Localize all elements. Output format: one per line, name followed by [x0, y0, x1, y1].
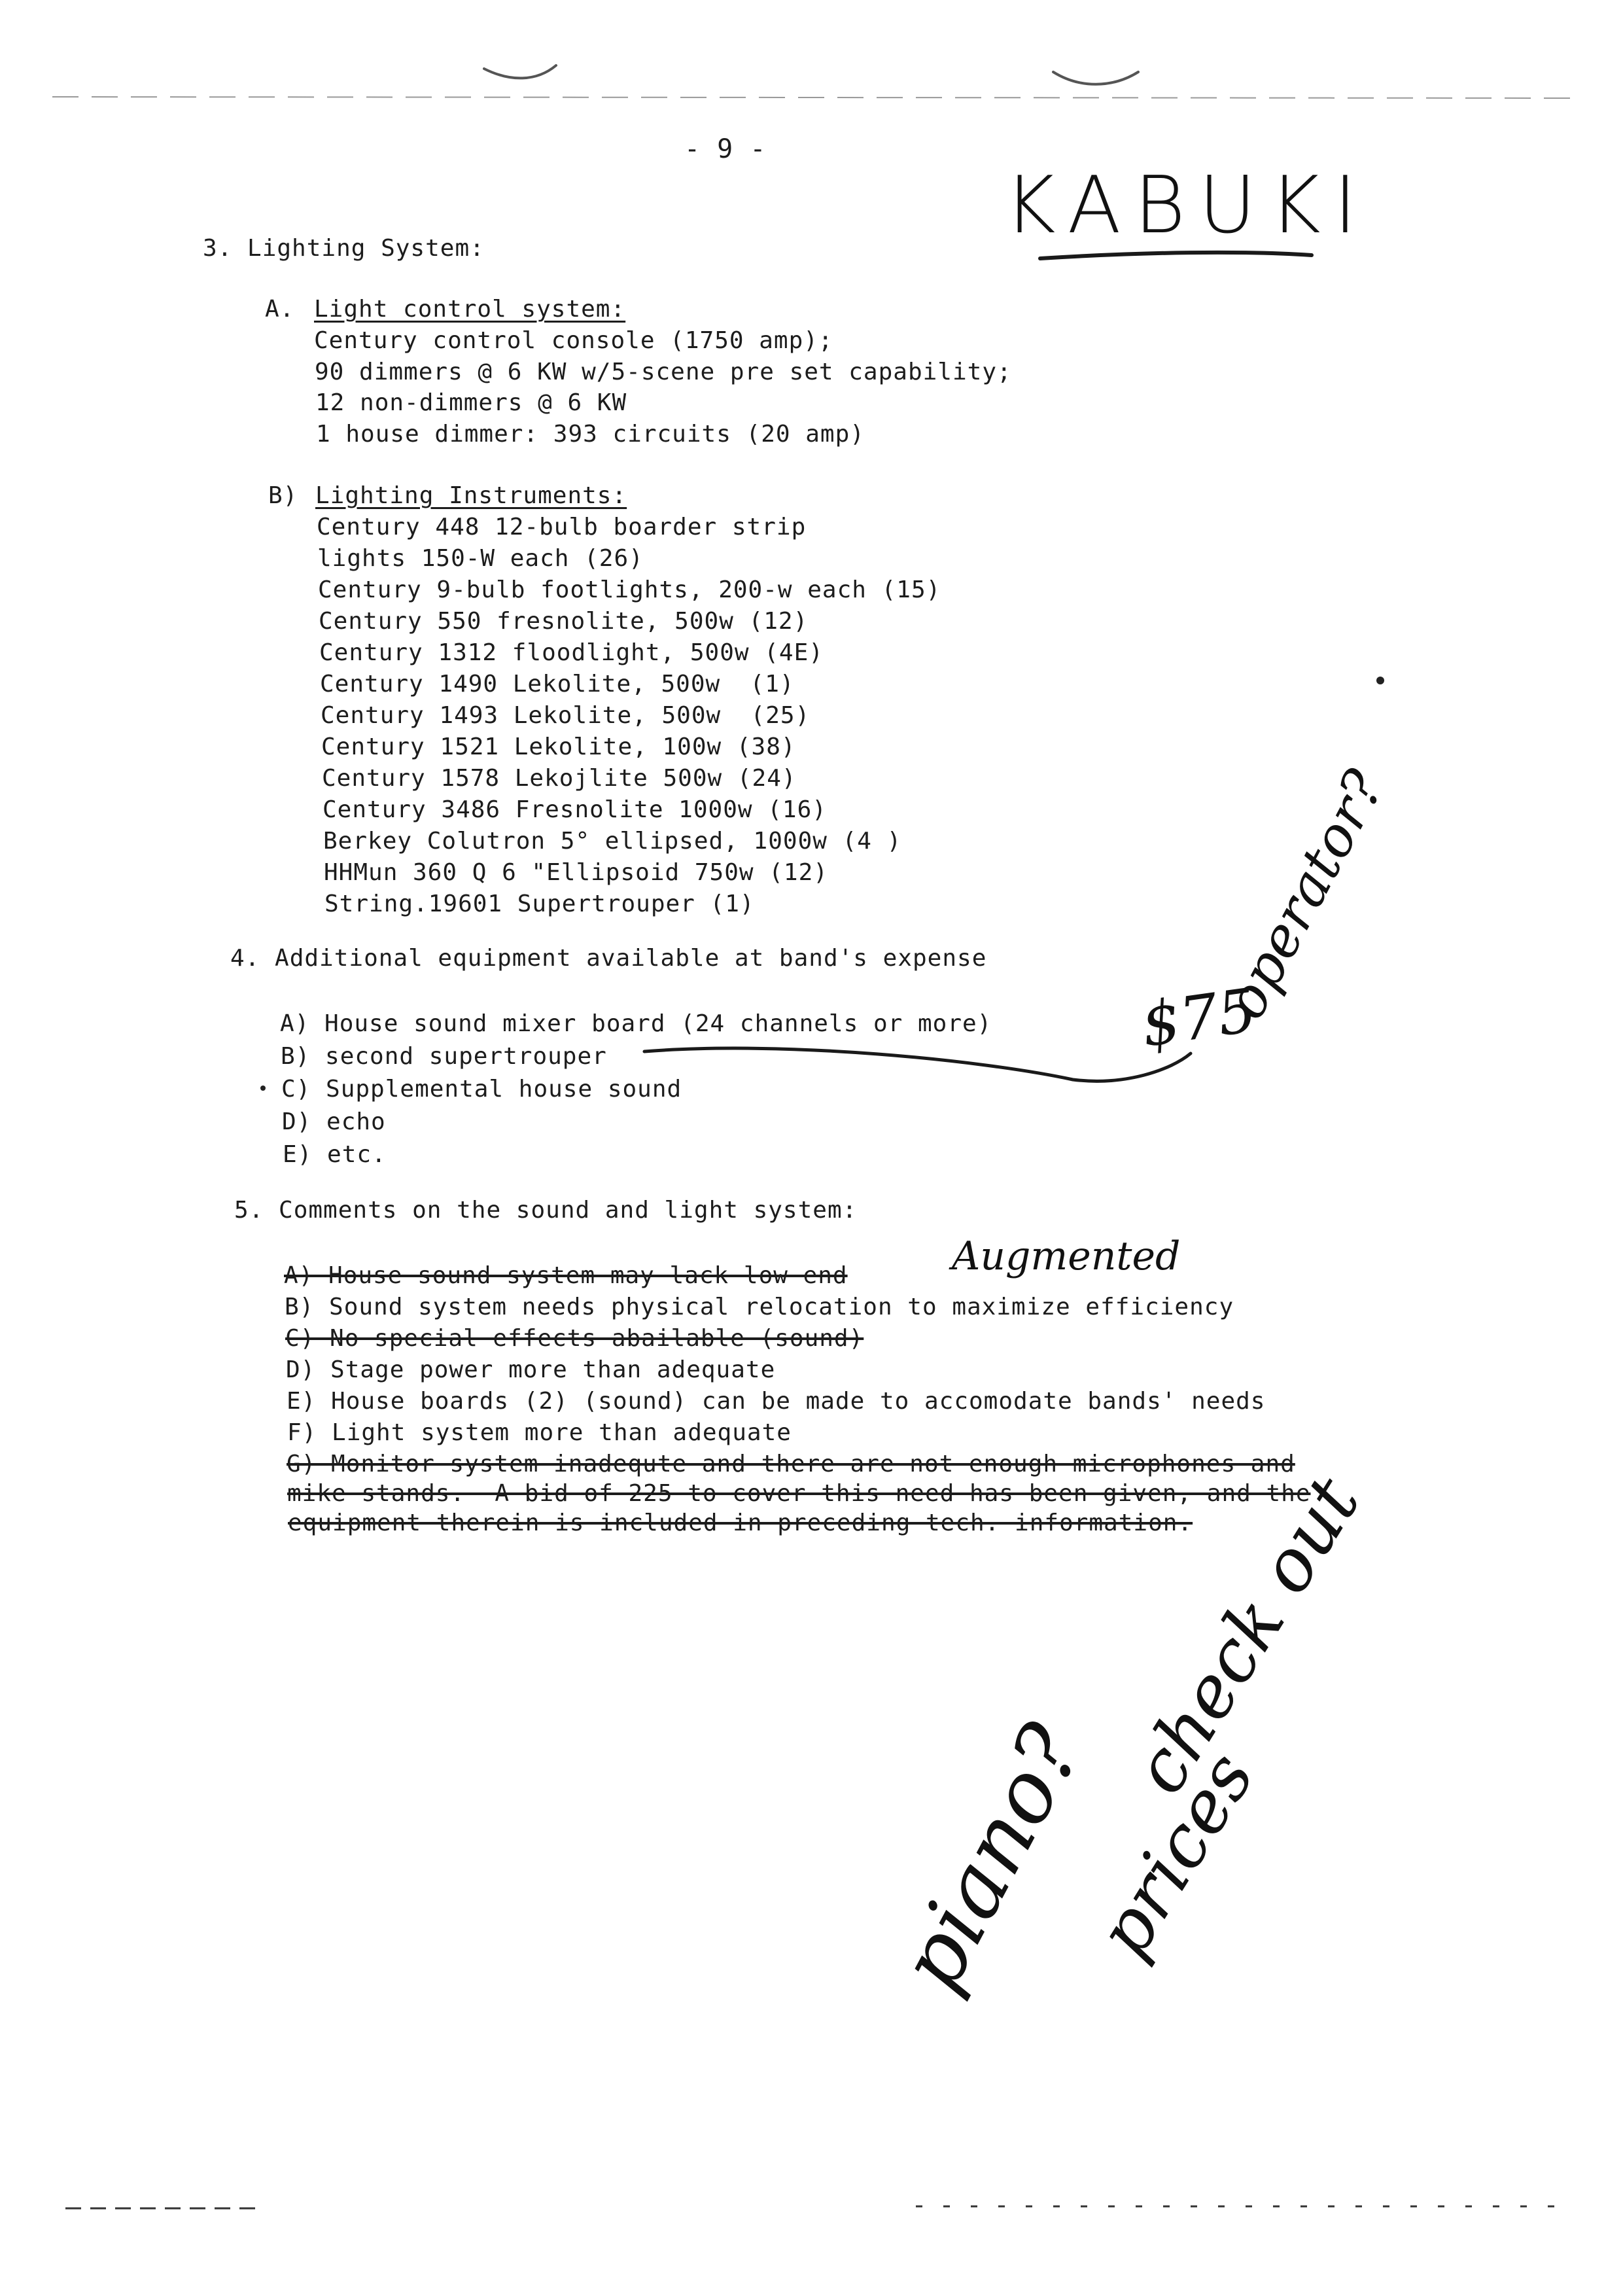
comment-g-line: equipment therein is included in preceding tech. information.	[288, 1510, 1193, 1536]
equipment-item: C) Supplemental house sound	[281, 1076, 682, 1103]
lighting-instrument-line: Century 1490 Lekolite, 500w (1)	[320, 671, 795, 698]
comment-item: B) Sound system needs physical relocation to maximize efficiency	[285, 1294, 1234, 1320]
control-system-line: 1 house dimmer: 393 circuits (20 amp)	[316, 420, 865, 448]
speck-dot	[260, 1086, 266, 1091]
comment-item: C) No special effects abailable (sound)	[285, 1325, 864, 1352]
section-5-heading: 5. Comments on the sound and light system:	[234, 1197, 858, 1224]
control-system-line: 90 dimmers @ 6 KW w/5-scene pre set capability;	[315, 358, 1012, 385]
lighting-instrument-line: Century 448 12-bulb boarder strip	[317, 514, 807, 540]
lighting-instrument-line: String.19601 Supertrouper (1)	[324, 891, 755, 917]
section-3a-title: Light control system:	[314, 296, 626, 323]
staple-mark-right	[1053, 72, 1138, 84]
section-4-heading: 4. Additional equipment available at band's expense	[230, 945, 987, 972]
staple-mark-left	[484, 65, 556, 78]
lighting-instrument-line: Century 9-bulb footlights, 200-w each (15)	[318, 576, 941, 603]
handwritten-piano: piano?	[880, 1708, 1102, 2007]
lighting-instrument-line: Century 1493 Lekolite, 500w (25)	[321, 702, 811, 729]
speck-dot	[1376, 677, 1384, 684]
equipment-item: A) House sound mixer board (24 channels or more)	[280, 1010, 992, 1037]
section-3b-label: B)	[268, 482, 313, 509]
lighting-instrument-line: Century 550 fresnolite, 500w (12)	[319, 608, 809, 635]
connector-stroke	[644, 1048, 1191, 1081]
comment-g-line: G) Monitor system inadequte and there are not enough microphones and	[287, 1451, 1295, 1477]
equipment-item: D) echo	[282, 1108, 386, 1135]
handwritten-title: KABUKI	[1004, 160, 1370, 251]
lighting-instrument-line: lights 150-W each (26)	[317, 545, 644, 572]
lighting-instrument-line: Century 1312 floodlight, 500w (4E)	[319, 639, 824, 666]
control-system-line: Century control console (1750 amp);	[314, 327, 833, 354]
title-underline-stroke	[1040, 253, 1312, 258]
comment-item: A) House sound system may lack low end	[284, 1262, 848, 1289]
lighting-instrument-line: HHMun 360 Q 6 "Ellipsoid 750w (12)	[324, 859, 828, 886]
handwritten-price: $75	[1137, 975, 1261, 1061]
control-system-line: 12 non-dimmers @ 6 KW	[315, 389, 627, 416]
lighting-instrument-line: Century 3486 Fresnolite 1000w (16)	[323, 796, 827, 823]
comment-g-line: mike stands. A bid of 225 to cover this need has been given, and the	[287, 1480, 1311, 1507]
lighting-instrument-line: Berkey Colutron 5° ellipsed, 1000w (4 )	[323, 828, 902, 855]
comment-item: F) Light system more than adequate	[287, 1419, 792, 1446]
page-number: - 9 -	[684, 134, 767, 164]
section-3a-label: A.	[265, 296, 310, 323]
lighting-instrument-line: Century 1578 Lekojlite 500w (24)	[322, 765, 797, 792]
equipment-item: B) second supertrouper	[281, 1043, 607, 1070]
section-3b-title: Lighting Instruments:	[315, 482, 627, 509]
handwritten-prices: prices	[1081, 1737, 1270, 1972]
equipment-item: E) etc.	[283, 1141, 387, 1168]
comment-item: D) Stage power more than adequate	[286, 1356, 776, 1383]
handwritten-augmented: Augmented	[952, 1233, 1181, 1279]
lighting-instrument-line: Century 1521 Lekolite, 100w (38)	[321, 733, 796, 760]
comment-item: E) House boards (2) (sound) can be made to accomodate bands' needs	[287, 1388, 1266, 1415]
handwritten-operator: operator?	[1212, 760, 1397, 1029]
handwritten-check-out: check out	[1117, 1462, 1376, 1809]
top-edge-line	[52, 97, 1570, 98]
section-3-heading: 3. Lighting System:	[203, 235, 485, 262]
